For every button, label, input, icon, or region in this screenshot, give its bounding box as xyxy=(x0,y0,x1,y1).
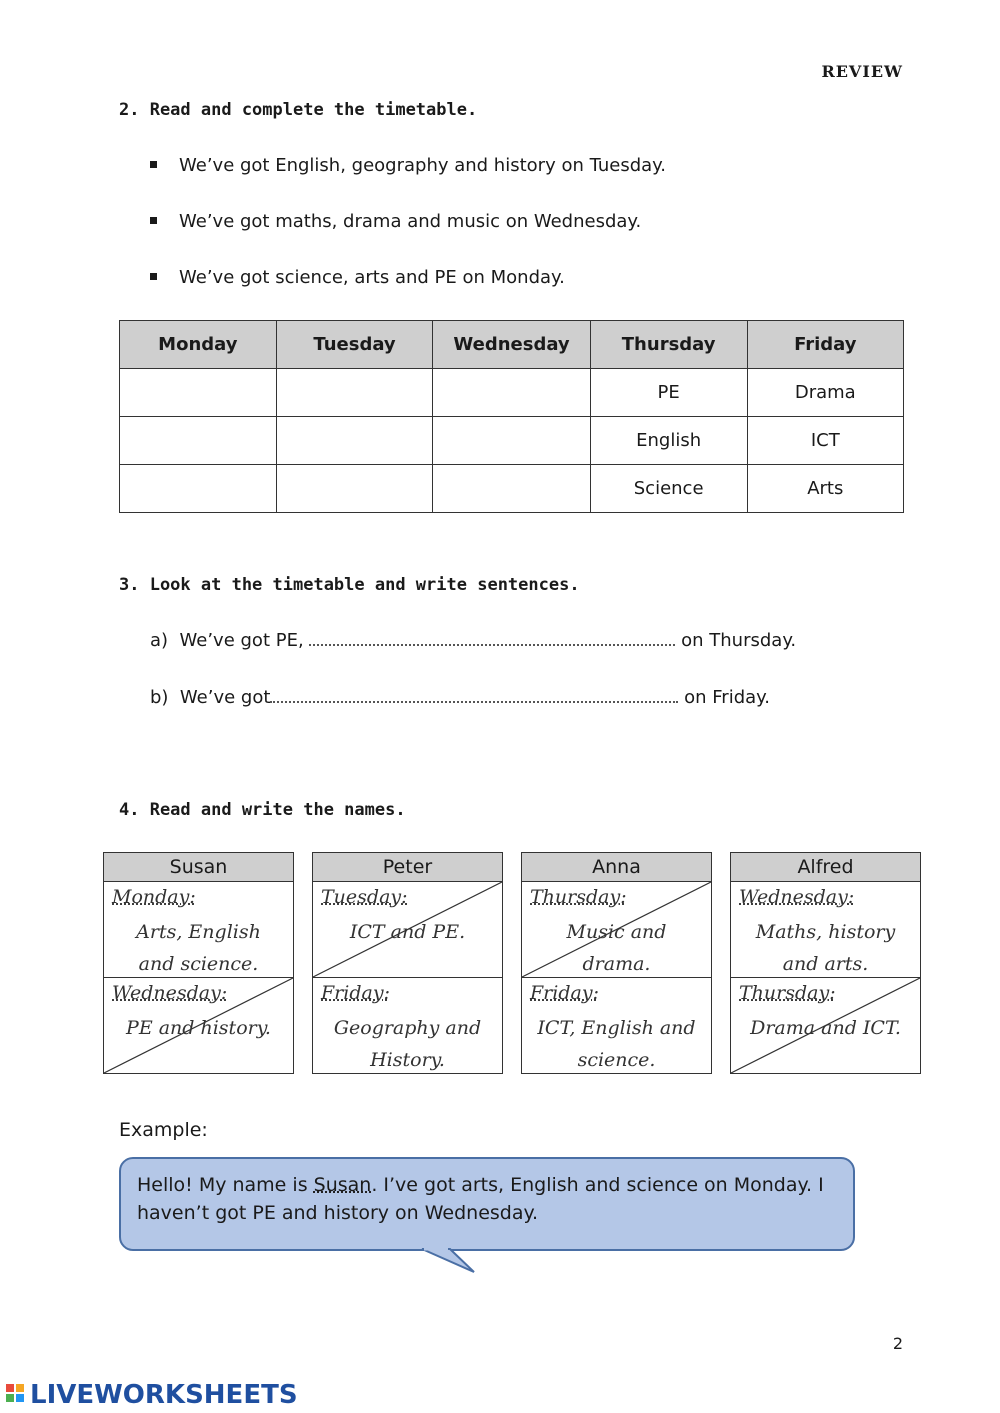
card-susan xyxy=(103,852,294,1074)
timetable xyxy=(119,320,904,513)
card-top-half xyxy=(104,882,293,978)
timetable-cell-input[interactable] xyxy=(120,369,277,417)
card-subjects: Geography and History. xyxy=(333,1017,482,1071)
sentence-b: b) We’ve got on Friday. xyxy=(150,687,770,708)
cross-out-line xyxy=(731,978,920,1073)
card-subjects: Arts, English and science. xyxy=(136,921,261,975)
bullet-square-icon xyxy=(150,217,157,224)
cross-out-line xyxy=(104,978,293,1073)
timetable-cell: Drama xyxy=(747,369,903,417)
timetable-cell: Science xyxy=(590,465,747,513)
card-bottom-half xyxy=(104,978,293,1073)
card-name: Peter xyxy=(313,853,502,882)
timetable-cell-input[interactable] xyxy=(433,417,590,465)
card-alfred xyxy=(730,852,921,1074)
timetable-cell-input[interactable] xyxy=(433,465,590,513)
table-row xyxy=(120,417,904,465)
timetable-cell: English xyxy=(590,417,747,465)
liveworksheets-logo: LIVEWORKSHEETS xyxy=(6,1380,298,1410)
card-top-half xyxy=(731,882,920,978)
timetable-header-row xyxy=(120,321,904,369)
card-bottom-half xyxy=(522,978,711,1073)
bullet-item: We’ve got maths, drama and music on Wednesday. xyxy=(150,211,641,232)
bullet-square-icon xyxy=(150,161,157,168)
timetable-header: Tuesday xyxy=(276,321,433,369)
answer-blank-a[interactable] xyxy=(309,630,675,646)
timetable-cell-input[interactable] xyxy=(276,417,433,465)
card-day: Thursday: xyxy=(530,886,627,908)
card-name: Alfred xyxy=(731,853,920,882)
card-subjects: ICT, English and science. xyxy=(537,1017,696,1071)
card-bottom-half xyxy=(731,978,920,1073)
card-name: Anna xyxy=(522,853,711,882)
logo-grid-icon xyxy=(6,1384,24,1402)
speech-bubble-tail-icon xyxy=(420,1248,480,1274)
card-day: Friday: xyxy=(530,982,599,1004)
timetable-cell-input[interactable] xyxy=(276,465,433,513)
card-day: Wednesday: xyxy=(739,886,855,908)
section3-heading: 3. Look at the timetable and write sentences. xyxy=(119,575,580,595)
bullet-item: We’ve got science, arts and PE on Monday. xyxy=(150,267,565,288)
card-subjects: PE and history. xyxy=(126,1017,271,1039)
card-top-half xyxy=(313,882,502,978)
section4-heading: 4. Read and write the names. xyxy=(119,800,406,820)
bullet-square-icon xyxy=(150,273,157,280)
card-anna xyxy=(521,852,712,1074)
timetable-cell-input[interactable] xyxy=(120,417,277,465)
card-peter xyxy=(312,852,503,1074)
timetable-cell-input[interactable] xyxy=(276,369,433,417)
timetable-header: Friday xyxy=(747,321,903,369)
card-name: Susan xyxy=(104,853,293,882)
section2-heading: 2. Read and complete the timetable. xyxy=(119,100,478,120)
card-bottom-half xyxy=(313,978,502,1073)
card-day: Wednesday: xyxy=(112,982,228,1004)
answer-blank-b[interactable] xyxy=(270,687,678,703)
card-day: Tuesday: xyxy=(321,886,408,908)
example-label: Example: xyxy=(119,1119,208,1141)
card-subjects: Music and drama. xyxy=(566,921,667,975)
table-row xyxy=(120,369,904,417)
card-day: Friday: xyxy=(321,982,390,1004)
timetable-cell: PE xyxy=(590,369,747,417)
card-subjects: ICT and PE. xyxy=(349,921,466,943)
card-day: Monday: xyxy=(112,886,196,908)
example-name: Susan xyxy=(313,1174,372,1196)
review-label: REVIEW xyxy=(821,62,903,81)
timetable-header: Monday xyxy=(120,321,277,369)
card-subjects: Maths, history and arts. xyxy=(755,921,896,975)
card-subjects: Drama and ICT. xyxy=(750,1017,901,1039)
bullet-item: We’ve got English, geography and history on Tuesday. xyxy=(150,155,666,176)
page-number: 2 xyxy=(892,1334,903,1353)
timetable-cell-input[interactable] xyxy=(120,465,277,513)
example-speech-bubble: Hello! My name is Susan. I’ve got arts, English and science on Monday. I haven’t got PE and history on Wednesday. xyxy=(119,1157,855,1251)
timetable-header: Thursday xyxy=(590,321,747,369)
timetable-cell-input[interactable] xyxy=(433,369,590,417)
cross-out-line xyxy=(522,882,711,977)
timetable-cell: Arts xyxy=(747,465,903,513)
card-top-half xyxy=(522,882,711,978)
card-day: Thursday: xyxy=(739,982,836,1004)
timetable-cell: ICT xyxy=(747,417,903,465)
cross-out-line xyxy=(313,882,502,977)
table-row xyxy=(120,465,904,513)
sentence-a: a) We’ve got PE, on Thursday. xyxy=(150,630,797,651)
timetable-header: Wednesday xyxy=(433,321,590,369)
